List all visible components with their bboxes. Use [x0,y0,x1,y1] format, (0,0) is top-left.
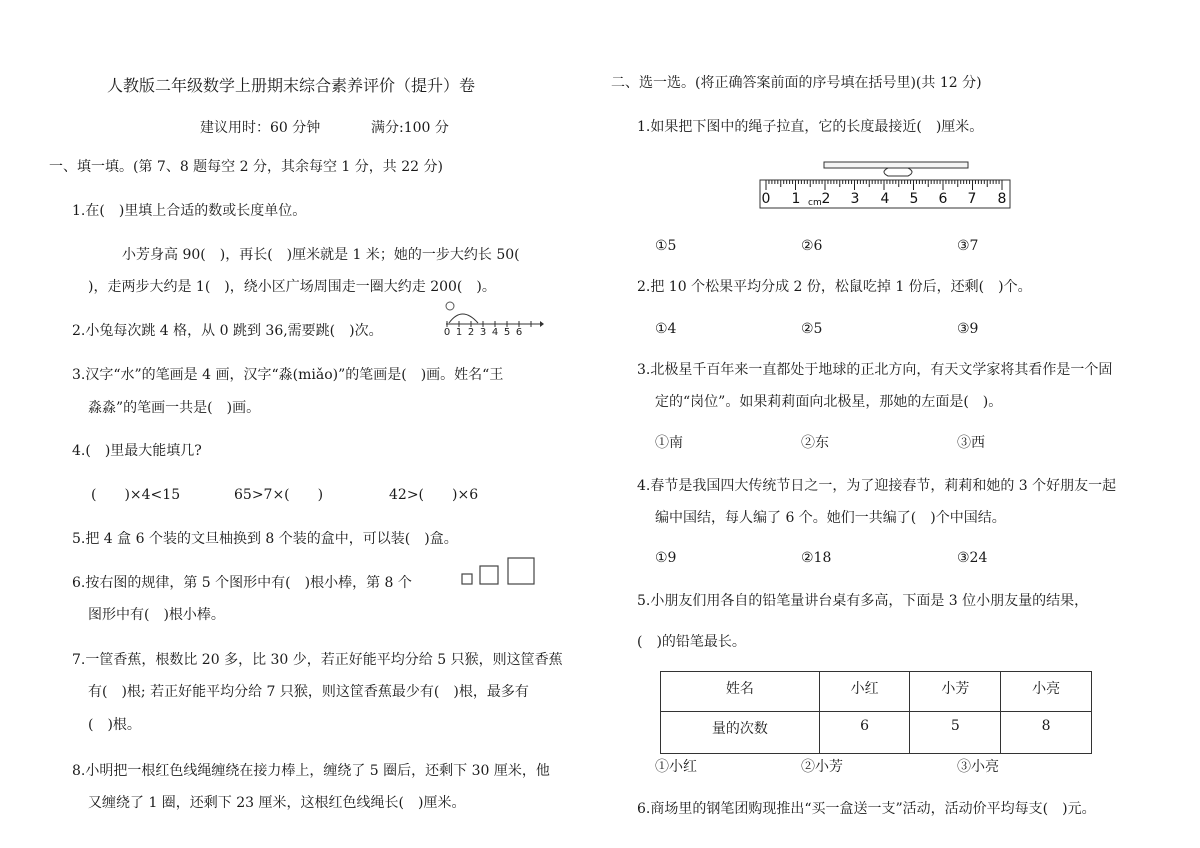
table-cell: 量的次数 [661,712,820,754]
rabbit-icon [446,302,454,310]
r-q4-line2: 编中国结，每人编了 6 个。她们一共编了( )个中国结。 [655,510,1006,526]
q8-line2: 又缠绕了 1 圈，还剩下 23 厘米，这根红色线绳长( )厘米。 [88,795,466,811]
q6-line1: 6.按右图的规律，第 5 个图形中有( )根小棒，第 8 个 [72,575,412,591]
tick-label: 2 [467,327,475,337]
ruler-label: 7 [967,191,977,207]
tick-label: 0 [443,327,451,337]
r-q5-line2: ( )的铅笔最长。 [637,634,746,650]
r-q5-option-1: ①小红 [655,759,697,775]
ruler-figure [758,158,1014,210]
measurement-table [660,671,1092,754]
table-header-row [661,672,1092,712]
r-q3-option-2: ②东 [801,435,829,451]
r-q2-text: 2.把 10 个松果平均分成 2 份，松鼠吃掉 1 份后，还剩( )个。 [637,279,1032,295]
r-q5-option-3: ③小亮 [957,759,999,775]
r-q2-option-1: ①4 [655,321,677,337]
ruler-label: 1 [791,191,801,207]
r-q4-line1: 4.春节是我国四大传统节日之一，为了迎接春节，莉莉和她的 3 个好朋友一起 [637,478,1117,494]
q3-line2: 淼淼”的笔画一共是( )画。 [88,400,261,416]
r-q4-option-1: ①9 [655,550,677,566]
q7-line2: 有( )根; 若正好能平均分给 7 只猴，则这筐香蕉最少有( )根，最多有 [88,684,529,700]
ruler-label: 2 [821,191,831,207]
q1-line2: )，走两步大约是 1( )，绕小区广场周围走一圈大约走 200( )。 [88,279,496,295]
q4-item-b: 65>7×( ) [234,487,324,503]
q5-text: 5.把 4 盒 6 个装的文旦柚换到 8 个装的盒中，可以装( )盒。 [72,531,458,547]
r-q6-text: 6.商场里的钢笔团购现推出“买一盒送一支”活动，活动价平均每支( )元。 [637,801,1096,817]
tick-label: 4 [491,327,499,337]
table-cell: 8 [1001,712,1092,754]
pattern-square-2 [480,566,498,584]
r-q3-option-1: ①南 [655,435,683,451]
tick-label: 5 [503,327,511,337]
table-cell: 姓名 [661,672,820,712]
r-q5-option-2: ②小芳 [801,759,843,775]
pattern-square-1 [462,574,472,584]
r-q4-option-2: ②18 [801,550,832,566]
table-cell: 5 [910,712,1001,754]
r-q1-option-2: ②6 [801,238,823,254]
q7-line3: ( )根。 [88,717,141,733]
pattern-square-3 [508,558,534,584]
tick-label: 6 [515,327,523,337]
q3-line1: 3.汉字“水”的笔画是 4 画，汉字“淼(miǎo)”的笔画是( )画。姓名“王 [72,367,504,383]
q6-stick-pattern-figure [458,554,558,594]
section-1-heading: 一、填一填。(第 7、8 题每空 2 分，其余每空 1 分，共 22 分) [49,159,443,175]
q1-text: 1.在( )里填上合适的数或长度单位。 [72,203,307,219]
section-2-heading: 二、选一选。(将正确答案前面的序号填在括号里)(共 12 分) [611,75,982,91]
table-cell: 小亮 [1001,672,1092,712]
r-q2-option-2: ②5 [801,321,823,337]
q1-line1: 小芳身高 90( )，再长( )厘米就是 1 米；她的一步大约长 50( [122,247,520,263]
rope-body [824,162,968,168]
q2-number-line-figure [440,297,544,337]
r-q3-line2: 定的“岗位”。如果莉莉面向北极星，那她的左面是( )。 [655,394,1003,410]
number-line-arrow [540,321,544,327]
tick-label: 3 [479,327,487,337]
r-q1-option-1: ①5 [655,238,677,254]
r-q1-text: 1.如果把下图中的绳子拉直，它的长度最接近( )厘米。 [637,119,984,135]
r-q4-option-3: ③24 [957,550,988,566]
q6-line2: 图形中有( )根小棒。 [88,607,225,623]
time-label: 建议用时：60 分钟 [200,120,321,136]
ruler-label: 3 [850,191,860,207]
r-q3-option-3: ③西 [957,435,985,451]
r-q2-option-3: ③9 [957,321,979,337]
ruler-labels [762,191,1007,208]
tick-label: 1 [455,327,463,337]
r-q5-line1: 5.小朋友们用各自的铅笔量讲台桌有多高，下面是 3 位小朋友量的结果， [637,593,1089,609]
r-q1-option-3: ③7 [957,238,979,254]
q4-text: 4.( )里最大能填几? [72,443,202,459]
q4-item-a: ( )×4<15 [91,487,181,503]
ruler-label: 4 [880,191,890,207]
ruler-unit: cm [808,198,822,208]
table-cell: 小红 [819,672,910,712]
table-row [661,712,1092,754]
q4-item-c: 42>( )×6 [389,487,479,503]
table-cell: 6 [819,712,910,754]
page-title: 人教版二年级数学上册期末综合素养评价（提升）卷 [107,76,476,95]
ruler-label: 5 [909,191,919,207]
number-line-labels [444,327,522,337]
rabbit-jump-arc [449,314,478,323]
table-cell: 小芳 [910,672,1001,712]
score-label: 满分:100 分 [371,120,449,136]
q7-line1: 7.一筐香蕉，根数比 20 多，比 30 少，若正好能平均分给 5 只猴，则这筐香蕉 [72,652,563,668]
q2-text: 2.小兔每次跳 4 格，从 0 跳到 36,需要跳( )次。 [72,323,383,339]
q8-line1: 8.小明把一根红色线绳缠绕在接力棒上，缠绕了 5 圈后，还剩下 30 厘米，他 [72,763,550,779]
rope-fold [884,168,912,176]
ruler-label: 8 [997,191,1007,207]
ruler-label: 0 [761,191,771,207]
r-q3-line1: 3.北极星千百年来一直都处于地球的正北方向，有天文学家将其看作是一个固 [637,362,1113,378]
ruler-label: 6 [938,191,948,207]
